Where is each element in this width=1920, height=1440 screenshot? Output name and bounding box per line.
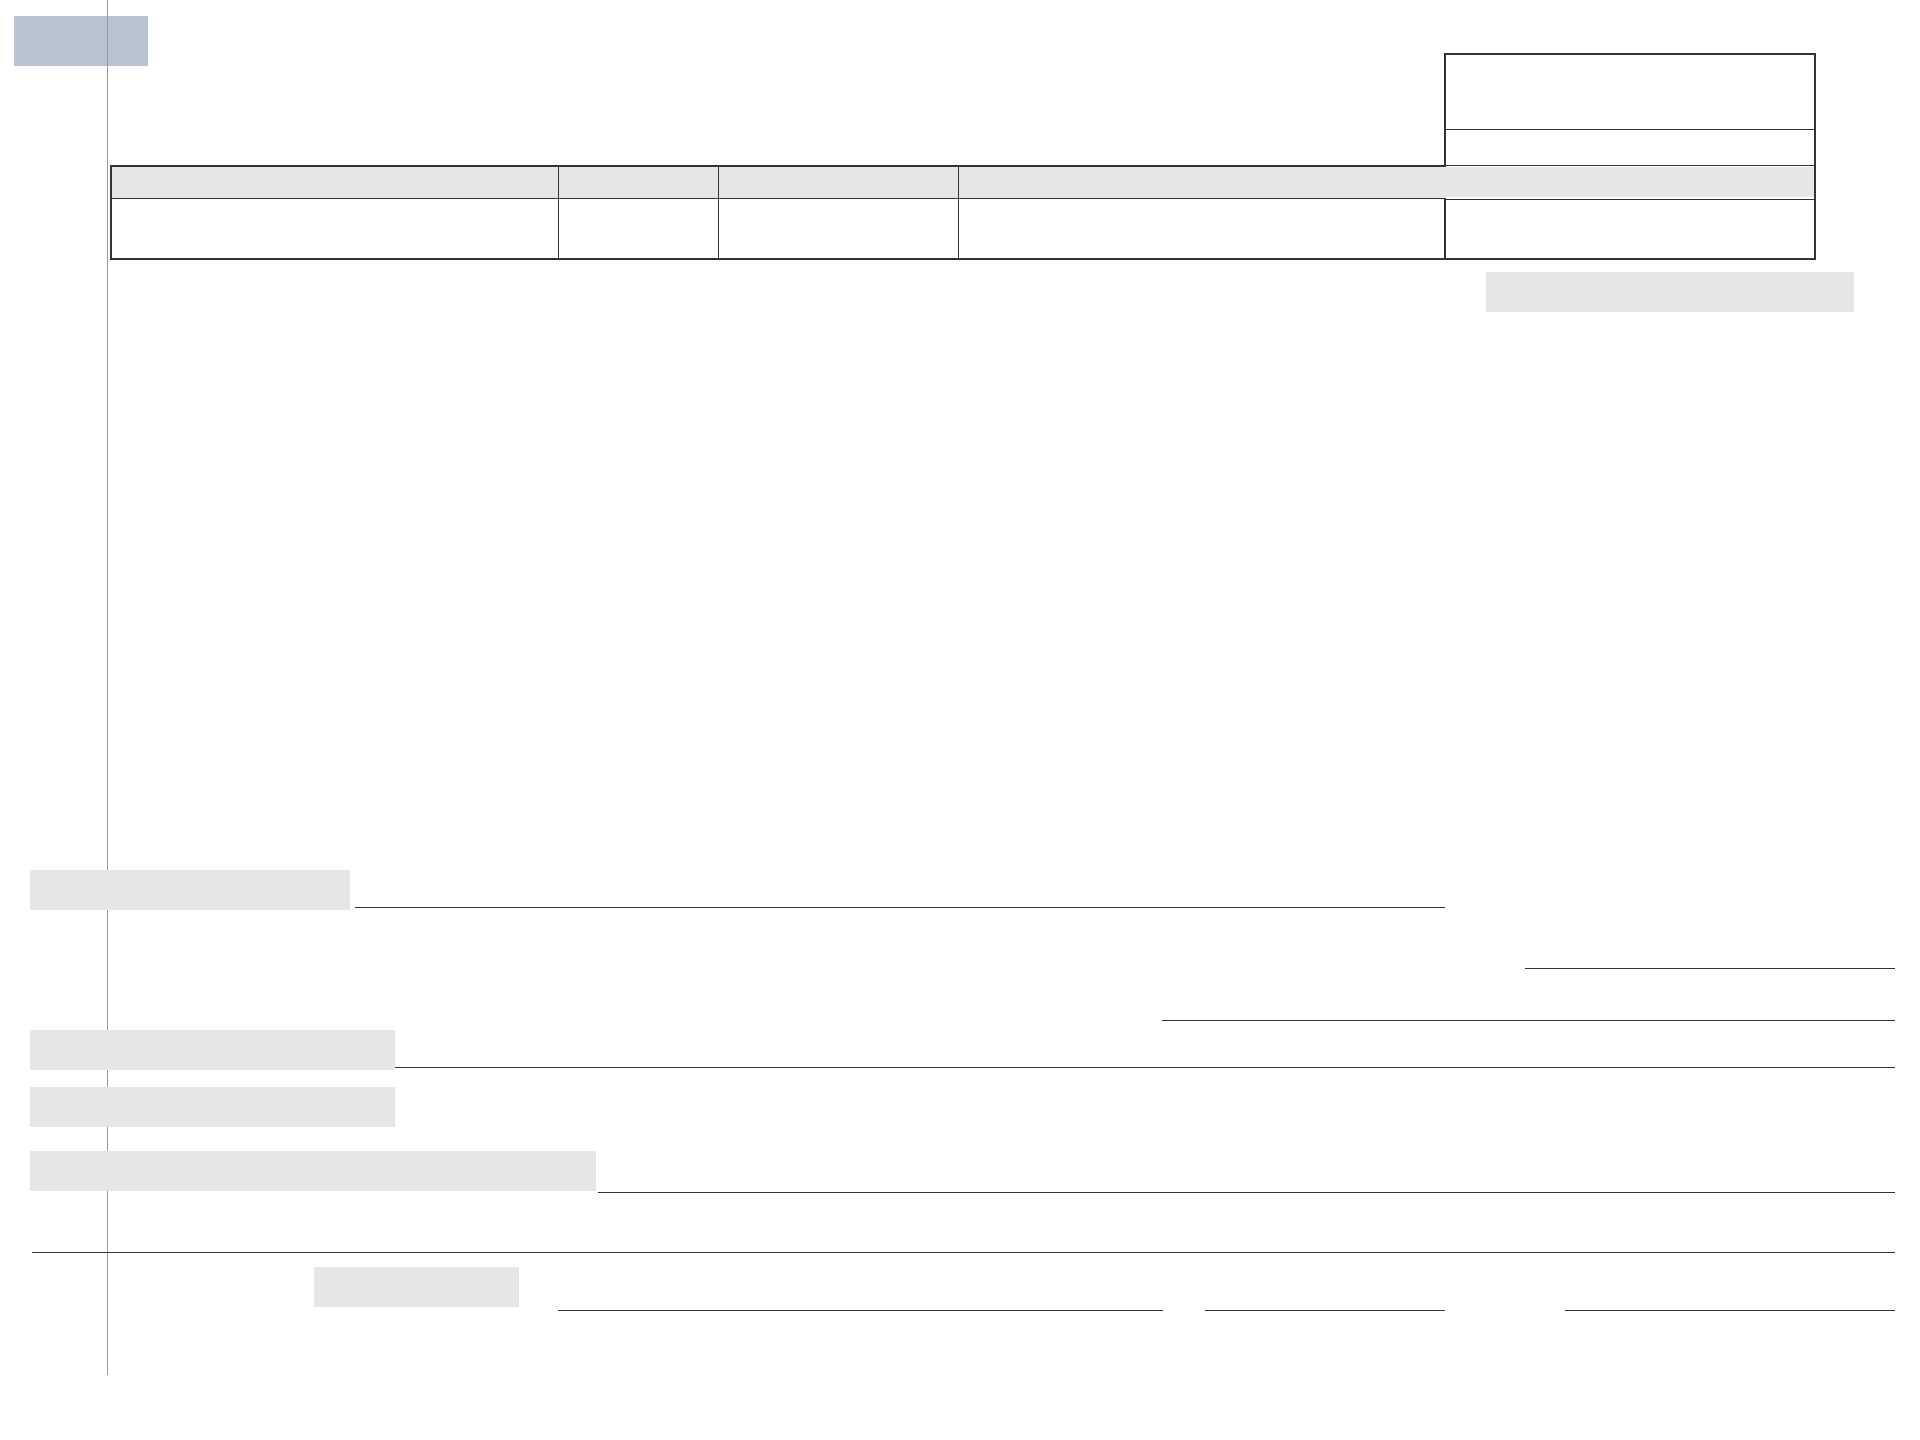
logo [14,16,154,78]
removed-line[interactable] [598,1192,1895,1193]
name-line[interactable] [558,1310,1163,1311]
bottom-separator [32,1252,1895,1253]
logo-brand [14,16,148,66]
date-line[interactable] [1565,1310,1895,1311]
dvs-remarks-line[interactable] [355,907,1445,908]
auto-number-box [1444,53,1816,260]
kpp-remarks-line[interactable] [1525,968,1895,969]
signature-line[interactable] [1205,1310,1445,1311]
vehicle-header [110,165,1446,260]
completeness-title-bg [1486,272,1854,312]
mkpp-remarks-line[interactable] [395,1067,1895,1068]
akpp-remarks-line[interactable] [1162,1020,1895,1021]
